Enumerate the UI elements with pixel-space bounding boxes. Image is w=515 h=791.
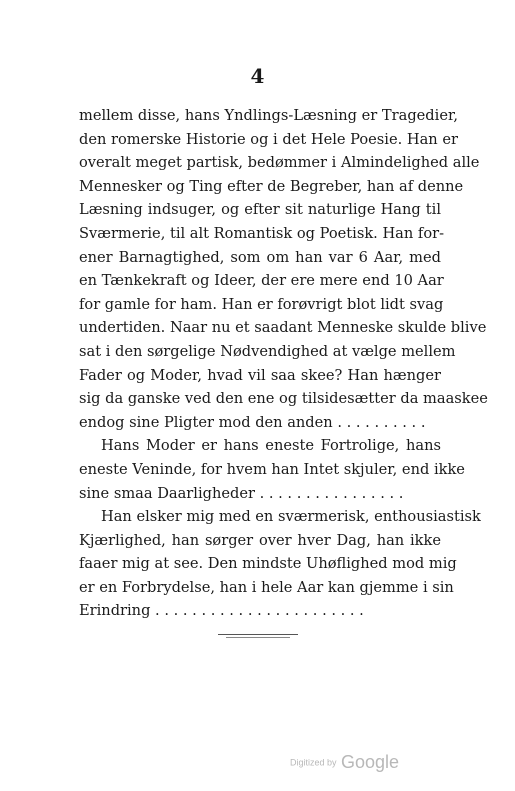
- text-line: Erindring . . . . . . . . . . . . . . . . . . . . . . .: [79, 602, 364, 620]
- page-number: 4: [250, 64, 265, 88]
- paragraph-1: [79, 104, 488, 434]
- text-line: Sværmerie, til alt Romantisk og Poetisk. Han for-: [79, 224, 445, 242]
- text-line: Han elsker mig med en sværmerisk, enthousiastisk: [101, 508, 481, 526]
- paragraph-3: [79, 505, 481, 623]
- text-line: sine smaa Daarligheder . . . . . . . . . . . . . . . .: [79, 484, 404, 502]
- text-line: endog sine Pligter mod den anden . . . . . . . . . .: [79, 413, 426, 431]
- text-line: undertiden. Naar nu et saadant Menneske skulde blive: [79, 319, 487, 337]
- text-line: ener Barnagtighed, som om han var 6 Aar, med: [79, 248, 441, 266]
- text-line: er en Forbrydelse, han i hele Aar kan gjemme i sin: [79, 578, 454, 596]
- text-line: mellem disse, hans Yndlings-Læsning er Tragedier,: [79, 107, 458, 124]
- text-line: Kjærlighed, han sørger over hver Dag, han ikke: [79, 531, 441, 549]
- text-line: den romerske Historie og i det Hele Poesie. Han er: [79, 130, 458, 148]
- text-line: overalt meget partisk, bedømmer i Almindelighed alle: [79, 154, 480, 172]
- text-line: Fader og Moder, hvad vil saa skee? Han hænger: [79, 366, 441, 384]
- watermark-prefix: Digitized by: [290, 757, 337, 768]
- text-line: for gamle for ham. Han er forøvrigt blot lidt svag: [79, 295, 444, 313]
- text-line: Læsning indsuger, og efter sit naturlige Hang til: [79, 201, 441, 219]
- text-line: sig da ganske ved den ene og tilsidesætter da maaskee: [79, 390, 488, 408]
- body-text: [79, 104, 488, 623]
- text-line: Hans Moder er hans eneste Fortrolige, hans: [101, 437, 441, 455]
- text-line: Mennesker og Ting efter de Begreber, han af denne: [79, 177, 464, 195]
- text-line: en Tænkekraft og Ideer, der ere mere end 10 Aar: [79, 272, 444, 290]
- end-divider: [218, 634, 298, 635]
- google-logo: Google: [340, 752, 400, 772]
- paragraph-2: [79, 434, 465, 505]
- text-line: eneste Veninde, for hvem han Intet skjuler, end ikke: [79, 460, 465, 478]
- text-line: faaer mig at see. Den mindste Uhøflighed mod mig: [79, 555, 457, 573]
- text-line: sat i den sørgelige Nødvendighed at vælge mellem: [79, 342, 456, 360]
- digitized-watermark: [290, 752, 399, 773]
